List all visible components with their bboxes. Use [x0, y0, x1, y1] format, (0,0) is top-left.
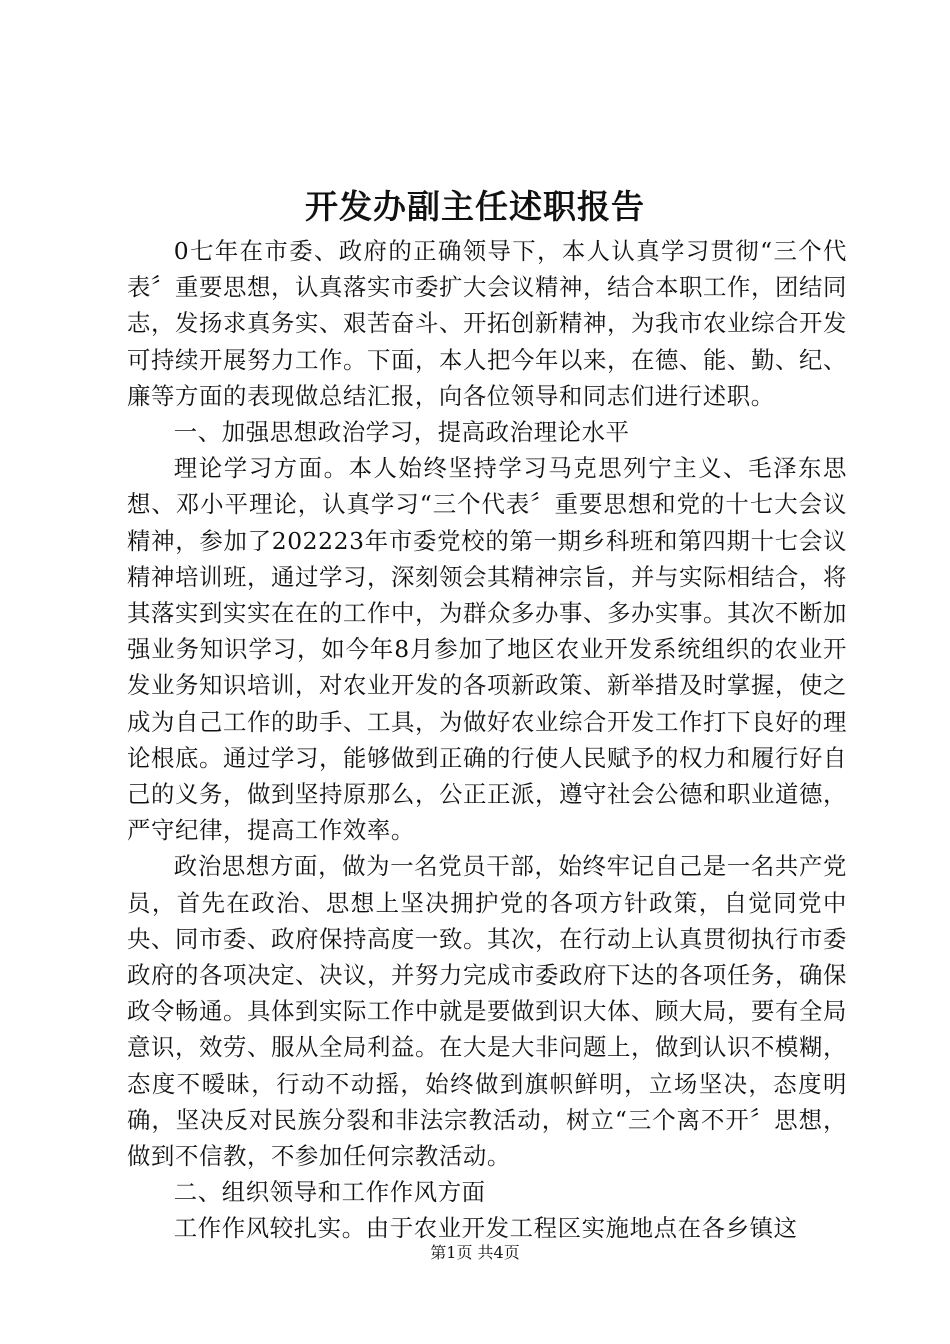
theory-study-paragraph: 理论学习方面。本人始终坚持学习马克思列宁主义、毛泽东思想、邓小平理论，认真学习“三个代表〞重要思想和党的十七大会议精神，参加了202223年市委党校的第一期乡科班和第四期十七会议精神培训班，通过学习，深刻领会其精神宗旨，并与实际相结合，将其落实到实实在在的工作中，为群众多办事、多办实事。其次不断加强业务知识学习，如今年8月参加了地区农业开发系统组织的农业开发业务知识培训，对农业开发的各项新政策、新举措及时掌握，使之成为自己工作的助手、工具，为做好农业综合开发工作打下良好的理论根底。通过学习，能够做到正确的行使人民赋予的权力和履行好自己的义务，做到坚持原那么，公正正派，遵守社会公德和职业道德，严守纪律，提高工作效率。: [127, 454, 847, 845]
political-thought-paragraph: 政治思想方面，做为一名党员干部，始终牢记自己是一名共产党员，首先在政治、思想上坚决拥护党的各项方针政策，自觉同党中央、同市委、政府保持高度一致。其次，在行动上认真贯彻执行市委政府的各项决定、决议，并努力完成市委政府下达的各项任务，确保政令畅通。具体到实际工作中就是要做到识大体、顾大局，要有全局意识，效劳、服从全局利益。在大是大非问题上，做到认识不模糊，态度不暧昧，行动不动摇，始终做到旗帜鲜明，立场坚决，态度明确，坚决反对民族分裂和非法宗教活动，树立“三个离不开〞思想，做到不信教，不参加任何宗教活动。: [127, 852, 847, 1171]
section-heading-1: 一、加强思想政治学习，提高政治理论水平: [173, 418, 630, 447]
page-footer: 第1页 共4页: [430, 1243, 520, 1262]
intro-paragraph: 0七年在市委、政府的正确领导下，本人认真学习贯彻“三个代表〞重要思想，认真落实市委扩大会议精神，结合本职工作，团结同志，发扬求真务实、艰苦奋斗、开拓创新精神，为我市农业综合开发可持续开展努力工作。下面，本人把今年以来，在德、能、勤、纪、廉等方面的表现做总结汇报，向各位领导和同志们进行述职。: [127, 237, 847, 410]
document-body: [127, 233, 847, 1247]
section-heading-2: 二、组织领导和工作作风方面: [173, 1178, 486, 1207]
work-style-paragraph: 工作作风较扎实。由于农业开发工程区实施地点在各乡镇这: [173, 1214, 798, 1243]
document-title: 开发办副主任述职报告: [305, 187, 645, 226]
